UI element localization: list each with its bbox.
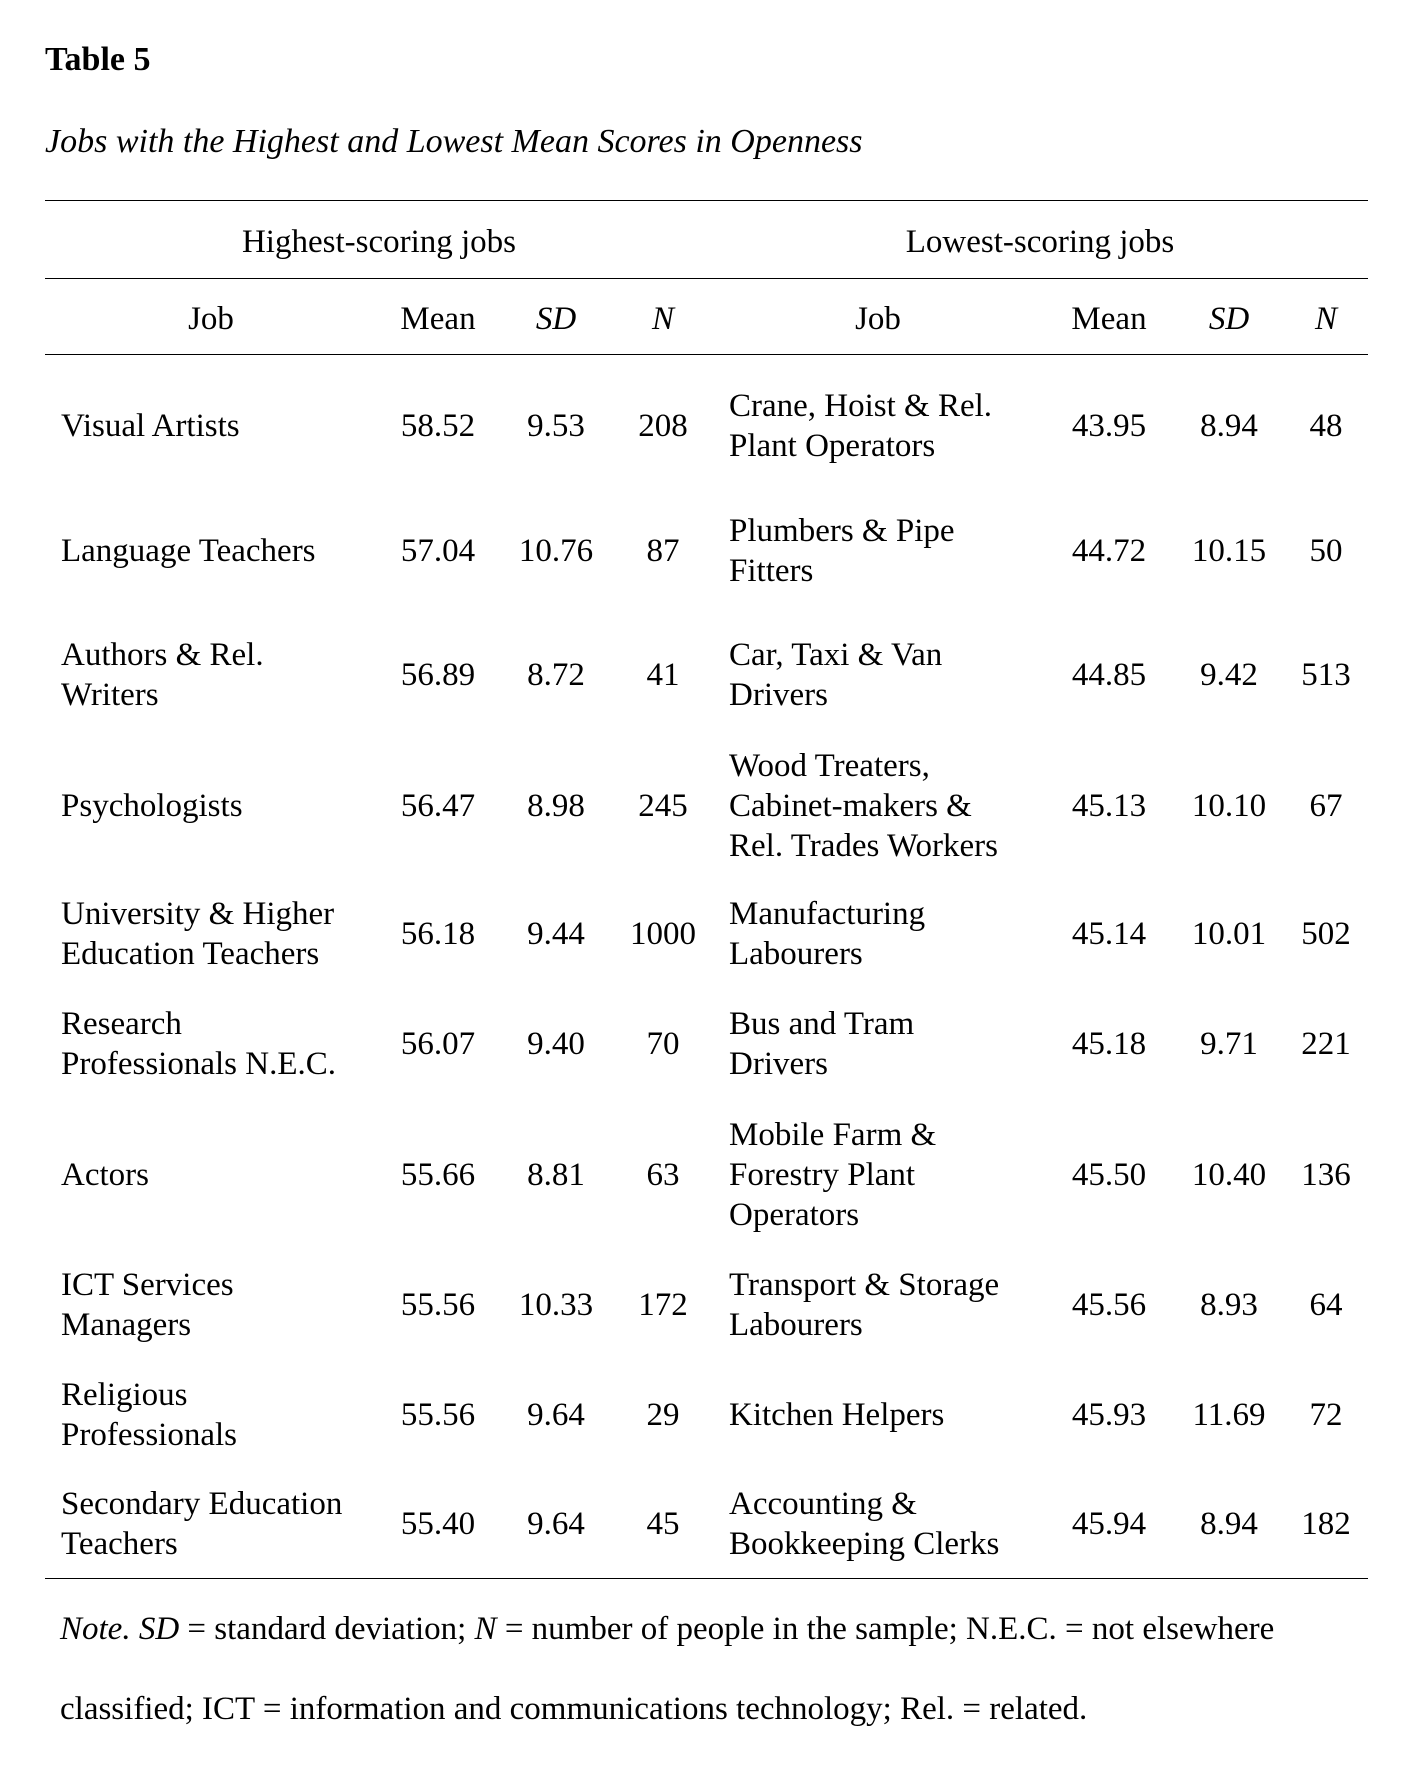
high-n-cell: 87	[646, 533, 680, 569]
low-job-name: Wood Treaters,	[729, 748, 930, 784]
high-job-name: Actors	[61, 1157, 149, 1193]
low-mean-cell: 45.13	[1071, 788, 1147, 824]
low-n-cell: 221	[1301, 1026, 1351, 1062]
high-sd-cell: 9.44	[527, 916, 585, 952]
high-n-cell: 29	[646, 1397, 680, 1433]
low-job-name: Labourers	[729, 936, 863, 972]
high-n-cell: 63	[646, 1157, 680, 1193]
low-job-name: Bus and Tram	[729, 1006, 915, 1042]
low-job-name: Labourers	[729, 1307, 863, 1343]
group-rule	[45, 278, 1368, 279]
low-sd-cell: 8.94	[1200, 1506, 1258, 1542]
low-mean-cell: 44.72	[1071, 533, 1147, 569]
low-job-name: Drivers	[729, 1046, 828, 1082]
column-header-n-high: N	[651, 301, 675, 337]
high-job-name: Managers	[61, 1307, 192, 1343]
low-job-name: Bookkeeping Clerks	[729, 1526, 1000, 1562]
high-job-name: Psychologists	[61, 788, 243, 824]
high-sd-cell: 9.64	[527, 1397, 585, 1433]
column-header-job-high: Job	[188, 301, 234, 337]
low-mean-cell: 44.85	[1071, 657, 1147, 693]
column-header-sd-high: SD	[535, 301, 577, 337]
high-mean-cell: 55.66	[400, 1157, 476, 1193]
low-sd-cell: 8.94	[1200, 408, 1258, 444]
low-n-cell: 136	[1301, 1157, 1351, 1193]
high-job-name: Religious	[61, 1377, 188, 1413]
table-label: Table 5	[45, 41, 151, 78]
low-job-name: Car, Taxi & Van	[729, 637, 943, 673]
note-n-def: = number of people in the sample; N.E.C. = not elsewhere	[496, 1611, 1275, 1647]
high-job-name: Secondary Education	[61, 1486, 343, 1522]
top-rule	[45, 200, 1368, 201]
high-mean-cell: 55.40	[400, 1506, 476, 1542]
low-job-name: Transport & Storage	[729, 1267, 1000, 1303]
high-mean-cell: 55.56	[400, 1397, 476, 1433]
column-header-sd-low: SD	[1208, 301, 1250, 337]
low-mean-cell: 43.95	[1071, 408, 1147, 444]
high-mean-cell: 56.18	[400, 916, 476, 952]
high-sd-cell: 9.40	[527, 1026, 585, 1062]
low-job-name: Manufacturing	[729, 896, 926, 932]
column-header-mean-low: Mean	[1071, 301, 1147, 337]
high-sd-cell: 8.72	[527, 657, 585, 693]
low-job-name: Crane, Hoist & Rel.	[729, 388, 993, 424]
low-sd-cell: 11.69	[1192, 1397, 1266, 1433]
low-sd-cell: 10.01	[1191, 916, 1267, 952]
low-mean-cell: 45.18	[1071, 1026, 1147, 1062]
low-mean-cell: 45.14	[1071, 916, 1147, 952]
high-mean-cell: 58.52	[400, 408, 476, 444]
header-rule	[45, 354, 1368, 355]
low-sd-cell: 10.10	[1191, 788, 1267, 824]
group-header-highest: Highest-scoring jobs	[241, 224, 517, 260]
low-job-name: Plant Operators	[729, 428, 936, 464]
high-n-cell: 245	[638, 788, 688, 824]
low-n-cell: 502	[1301, 916, 1351, 952]
high-n-cell: 70	[646, 1026, 680, 1062]
table-note-line-1	[60, 1605, 1274, 1653]
low-job-name: Fitters	[729, 553, 814, 589]
high-sd-cell: 9.64	[527, 1506, 585, 1542]
high-job-name: Language Teachers	[61, 533, 316, 569]
note-lead: Note.	[60, 1611, 131, 1647]
high-n-cell: 41	[646, 657, 680, 693]
note-n-abbrev: N	[474, 1611, 497, 1647]
column-header-mean-high: Mean	[400, 301, 476, 337]
low-job-name: Kitchen Helpers	[729, 1397, 945, 1433]
column-header-job-low: Job	[855, 301, 901, 337]
high-job-name: Authors & Rel.	[61, 637, 264, 673]
low-job-name: Drivers	[729, 677, 828, 713]
low-mean-cell: 45.93	[1071, 1397, 1147, 1433]
low-job-name: Cabinet-makers &	[729, 788, 972, 824]
high-n-cell: 45	[646, 1506, 680, 1542]
high-mean-cell: 56.47	[400, 788, 476, 824]
high-job-name: Research	[61, 1006, 182, 1042]
low-job-name: Mobile Farm &	[729, 1117, 937, 1153]
low-mean-cell: 45.56	[1071, 1287, 1147, 1323]
low-n-cell: 67	[1309, 788, 1343, 824]
high-sd-cell: 10.76	[518, 533, 594, 569]
low-sd-cell: 8.93	[1200, 1287, 1258, 1323]
low-n-cell: 182	[1301, 1506, 1351, 1542]
high-sd-cell: 10.33	[518, 1287, 594, 1323]
high-job-name: Writers	[61, 677, 159, 713]
bottom-rule	[45, 1578, 1368, 1579]
low-n-cell: 513	[1301, 657, 1351, 693]
low-job-name: Operators	[729, 1197, 860, 1233]
note-sd-abbrev: SD	[138, 1611, 180, 1647]
high-mean-cell: 56.89	[400, 657, 476, 693]
low-job-name: Rel. Trades Workers	[729, 828, 998, 864]
low-n-cell: 72	[1309, 1397, 1343, 1433]
high-job-name: Education Teachers	[61, 936, 320, 972]
low-sd-cell: 9.71	[1200, 1026, 1258, 1062]
low-job-name: Plumbers & Pipe	[729, 513, 955, 549]
low-sd-cell: 10.15	[1191, 533, 1267, 569]
note-sd-def: = standard deviation;	[179, 1611, 475, 1647]
high-job-name: Visual Artists	[61, 408, 240, 444]
high-job-name: Professionals	[61, 1417, 237, 1453]
high-mean-cell: 55.56	[400, 1287, 476, 1323]
high-job-name: University & Higher	[61, 896, 335, 932]
group-header-lowest: Lowest-scoring jobs	[905, 224, 1175, 260]
high-job-name: Teachers	[61, 1526, 178, 1562]
high-mean-cell: 56.07	[400, 1026, 476, 1062]
low-sd-cell: 9.42	[1200, 657, 1258, 693]
high-sd-cell: 8.81	[527, 1157, 585, 1193]
high-job-name: ICT Services	[61, 1267, 234, 1303]
low-mean-cell: 45.94	[1071, 1506, 1147, 1542]
column-header-n-low: N	[1314, 301, 1338, 337]
table-caption: Jobs with the Highest and Lowest Mean Scores in Openness	[45, 123, 863, 160]
high-n-cell: 1000	[630, 916, 696, 952]
table-note-line-2: classified; ICT = information and communications technology; Rel. = related.	[60, 1691, 1088, 1727]
high-job-name: Professionals N.E.C.	[61, 1046, 336, 1082]
low-job-name: Forestry Plant	[729, 1157, 916, 1193]
high-sd-cell: 8.98	[527, 788, 585, 824]
low-n-cell: 50	[1309, 533, 1343, 569]
high-sd-cell: 9.53	[527, 408, 585, 444]
low-n-cell: 64	[1309, 1287, 1343, 1323]
high-n-cell: 172	[638, 1287, 688, 1323]
high-n-cell: 208	[638, 408, 688, 444]
low-mean-cell: 45.50	[1071, 1157, 1147, 1193]
low-n-cell: 48	[1309, 408, 1343, 444]
high-mean-cell: 57.04	[400, 533, 476, 569]
low-sd-cell: 10.40	[1191, 1157, 1267, 1193]
low-job-name: Accounting &	[729, 1486, 917, 1522]
